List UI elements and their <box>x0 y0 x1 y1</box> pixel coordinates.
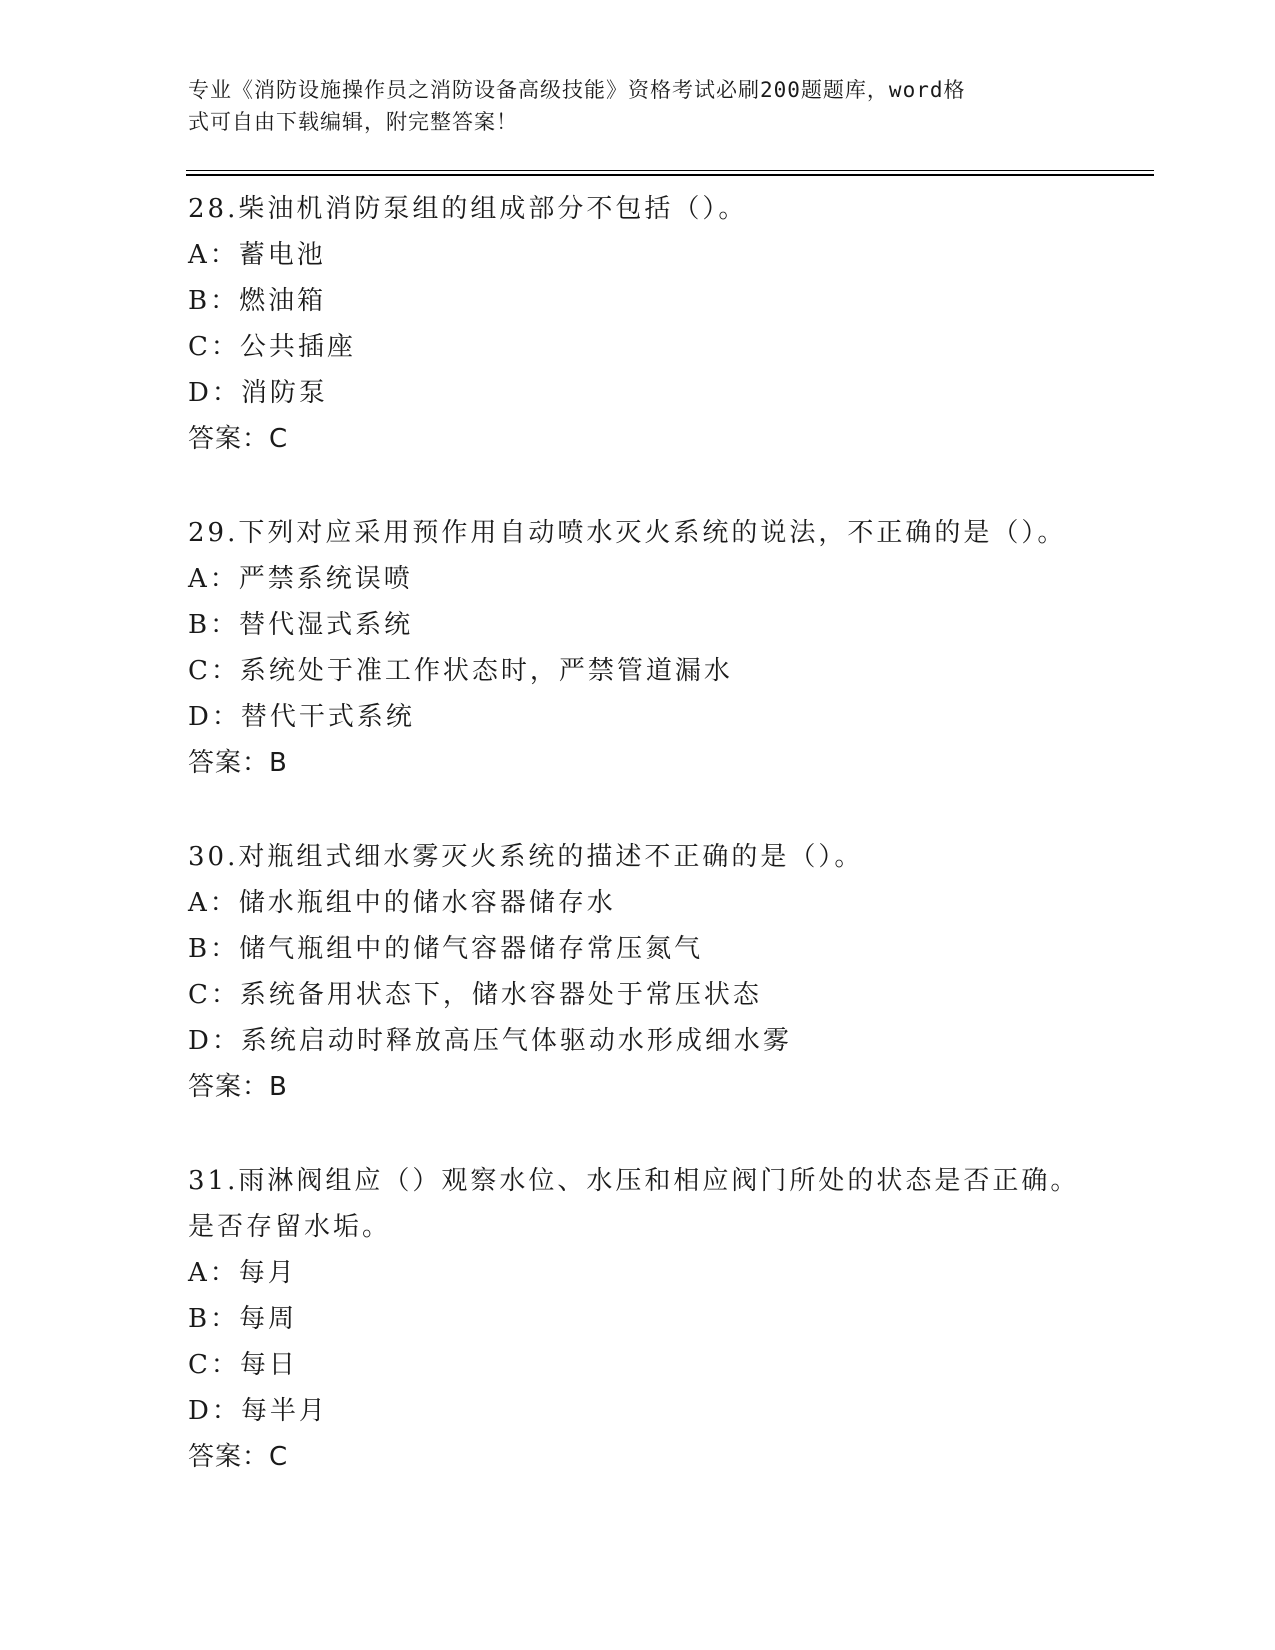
header-title-line-2: 式可自由下载编辑，附完整答案！ <box>188 110 518 134</box>
question-stem: 30.对瓶组式细水雾灭火系统的描述不正确的是（）。 <box>188 842 864 872</box>
header-divider-thin <box>186 170 1154 171</box>
option-b: B：每周 <box>188 1304 298 1334</box>
option-b: B：替代湿式系统 <box>188 610 414 640</box>
option-a: A：严禁系统误喷 <box>188 564 413 594</box>
question-29 <box>188 510 1148 786</box>
option-b: B：燃油箱 <box>188 286 327 316</box>
answer-line: 答案：B <box>188 748 288 778</box>
option-c: C：系统备用状态下，储水容器处于常压状态 <box>188 980 762 1010</box>
option-d: D：每半月 <box>188 1396 328 1426</box>
answer-line: 答案：B <box>188 1072 288 1102</box>
question-stem: 31.雨淋阀组应（）观察水位、水压和相应阀门所处的状态是否正确。 <box>188 1166 1080 1196</box>
answer-line: 答案：C <box>188 424 289 454</box>
option-d: D：消防泵 <box>188 378 328 408</box>
header-divider-thick <box>186 174 1154 176</box>
document-header <box>188 74 1088 138</box>
question-31 <box>188 1158 1148 1480</box>
option-b: B：储气瓶组中的储气容器储存常压氮气 <box>188 934 704 964</box>
header-title-line-1: 专业《消防设施操作员之消防设备高级技能》资格考试必刷200题题库，word格 <box>188 78 966 102</box>
option-a: A：蓄电池 <box>188 240 326 270</box>
option-d: D：系统启动时释放高压气体驱动水形成细水雾 <box>188 1026 792 1056</box>
question-stem-continuation: 是否存留水垢。 <box>188 1212 392 1242</box>
option-d: D：替代干式系统 <box>188 702 415 732</box>
question-list <box>188 186 1148 1528</box>
question-30 <box>188 834 1148 1110</box>
option-c: C：系统处于准工作状态时，严禁管道漏水 <box>188 656 733 686</box>
option-c: C：每日 <box>188 1350 298 1380</box>
answer-line: 答案：C <box>188 1442 289 1472</box>
option-a: A：储水瓶组中的储水容器储存水 <box>188 888 616 918</box>
question-28 <box>188 186 1148 462</box>
option-a: A：每月 <box>188 1258 297 1288</box>
option-c: C：公共插座 <box>188 332 356 362</box>
question-stem: 29.下列对应采用预作用自动喷水灭火系统的说法，不正确的是（）。 <box>188 518 1067 548</box>
question-stem: 28.柴油机消防泵组的组成部分不包括（）。 <box>188 194 748 224</box>
